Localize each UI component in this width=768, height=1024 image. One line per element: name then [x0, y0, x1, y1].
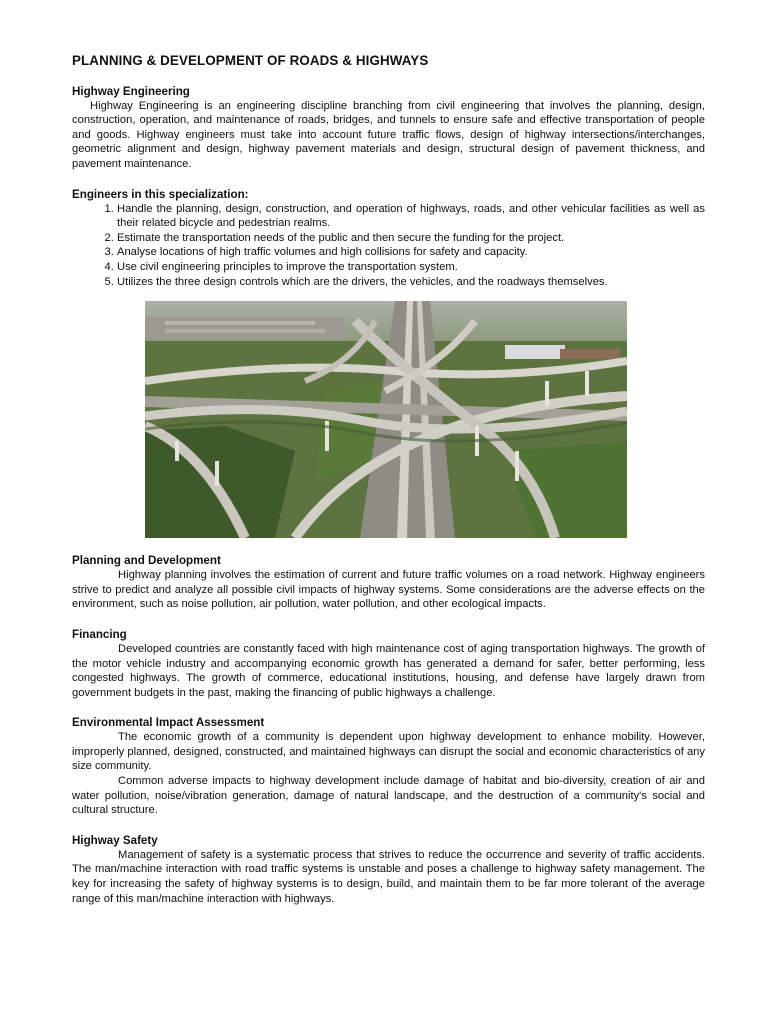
section-planning: [72, 553, 705, 612]
list-item: 1. Handle the planning, design, construction, and operation of highways, roads, and other vehicular facilities as well as their related bicycle and pedestrian realms.: [117, 202, 705, 231]
section-heading: Highway Safety: [72, 833, 158, 847]
section-heading: Planning and Development: [72, 554, 221, 568]
section-financing: [72, 627, 705, 700]
list-item: 2. Estimate the transportation needs of the public and then secure the funding for the project.: [117, 231, 705, 246]
section-paragraph: Common adverse impacts to highway development include damage of habitat and bio-diversity, creation of air and water pollution, noise/vibration generation, damage of natural landscape, and the destruction of a community's social and cultural structure.: [72, 775, 705, 817]
section-safety: [72, 833, 705, 906]
specialization-list: [72, 202, 705, 290]
section-environmental: [72, 715, 705, 818]
section-paragraph: Highway Engineering is an engineering discipline branching from civil engineering that involves the planning, design, construction, operation, and maintenance of roads, bridges, and tunnels to ensure safe and effective transportation of people and goods. Highway engineers must take into account future traffic flows, design of highway intersections/interchanges, geometric alignment and design, highway pavement materials and design, structural design of pavement thickness, and pavement maintenance.: [72, 99, 705, 170]
section-specialization: [72, 187, 705, 290]
list-item: 4. Use civil engineering principles to improve the transportation system.: [117, 260, 705, 275]
list-item: 5. Utilizes the three design controls which are the drivers, the vehicles, and the roadways themselves.: [117, 275, 705, 290]
section-heading: Financing: [72, 627, 127, 641]
section-highway-engineering: [72, 84, 705, 172]
section-paragraph: Highway planning involves the estimation of current and future traffic volumes on a road network. Highway engineers strive to predict and analyze all possible civil impacts of highway systems. Some considerations are the adverse effects on the environment, such as noise pollution, air pollution, water pollution, and other ecological impacts.: [72, 569, 705, 611]
section-heading: Engineers in this specialization:: [72, 187, 249, 201]
section-heading: Environmental Impact Assessment: [72, 716, 265, 730]
section-paragraph: Management of safety is a systematic process that strives to reduce the occurrence and severity of traffic accidents. The man/machine interaction with road traffic systems is unstable and poses a challenge to highway safety management. The key for increasing the safety of highway systems is to design, build, and maintain them to be far more tolerant of the average range of this man/machine interaction with highways.: [72, 848, 705, 905]
page-title: PLANNING & DEVELOPMENT OF ROADS & HIGHWAYS: [72, 53, 429, 68]
highway-interchange-photo: [145, 301, 627, 538]
list-item: 3. Analyse locations of high traffic volumes and high collisions for safety and capacity.: [117, 245, 705, 260]
section-paragraph: Developed countries are constantly faced with high maintenance cost of aging transportation highways. The growth of the motor vehicle industry and accompanying economic growth has generated a demand for safer, better performing, less congested highways. The growth of commerce, educational institutions, housing, and defense have largely drawn from government budgets in the past, making the financing of public highways a challenge.: [72, 642, 705, 699]
section-heading: Highway Engineering: [72, 84, 190, 98]
document-body: [72, 54, 705, 921]
section-paragraph: The economic growth of a community is dependent upon highway development to enhance mobility. However, improperly planned, designed, constructed, and maintained highways can disrupt the social and economic characteristics of any size community.: [72, 731, 705, 773]
